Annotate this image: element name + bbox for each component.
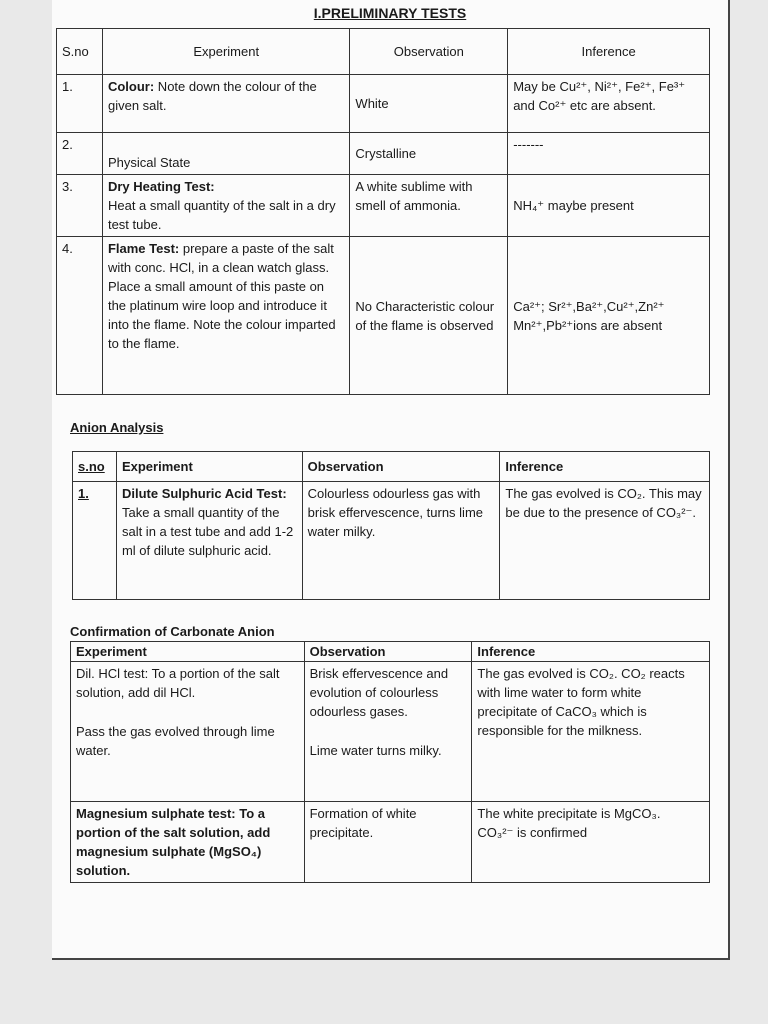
row-sno: 1.	[57, 75, 103, 133]
table-row	[57, 133, 710, 175]
row-sno: 1.	[73, 482, 117, 600]
header-inference: Inference	[500, 452, 710, 482]
row-inference: The white precipitate is MgCO₃. CO₃²⁻ is confirmed	[472, 802, 710, 883]
row-observation: Colourless odourless gas with brisk effervescence, turns lime water milky.	[302, 482, 500, 600]
header-observation: Observation	[302, 452, 500, 482]
row-experiment: Colour: Note down the colour of the given salt.	[102, 75, 349, 133]
row-experiment: Dilute Sulphuric Acid Test: Take a small quantity of the salt in a test tube and add 1-2 ml of dilute sulphuric acid.	[116, 482, 302, 600]
table-header-row	[73, 452, 710, 482]
row-inference: The gas evolved is CO₂. CO₂ reacts with lime water to form white precipitate of CaCO₃ which is responsible for the milkness.	[472, 662, 710, 802]
header-sno: s.no	[73, 452, 117, 482]
row-observation: Crystalline	[350, 133, 508, 175]
table-row	[57, 237, 710, 395]
header-experiment: Experiment	[116, 452, 302, 482]
header-experiment: Experiment	[71, 642, 305, 662]
row-observation: No Characteristic colour of the flame is observed	[350, 237, 508, 395]
row-inference: May be Cu²⁺, Ni²⁺, Fe²⁺, Fe³⁺ and Co²⁺ etc are absent.	[508, 75, 710, 133]
row-sno: 3.	[57, 175, 103, 237]
row-observation: Formation of white precipitate.	[304, 802, 472, 883]
table-row	[57, 75, 710, 133]
row-sno: 4.	[57, 237, 103, 395]
anion-analysis-table	[72, 451, 710, 600]
header-inference: Inference	[508, 29, 710, 75]
row-experiment: Flame Test: prepare a paste of the salt with conc. HCl, in a clean watch glass. Place a small amount of this paste on the platinum wire loop and introduce it into the flame. Note the colour imparted to the flame.	[102, 237, 349, 395]
header-experiment: Experiment	[102, 29, 349, 75]
table-header-row	[71, 642, 710, 662]
table-row	[57, 175, 710, 237]
table-row	[71, 802, 710, 883]
table-row	[71, 662, 710, 802]
preliminary-tests-table	[56, 28, 710, 395]
row-inference: NH₄⁺ maybe present	[508, 175, 710, 237]
header-observation: Observation	[304, 642, 472, 662]
row-observation: White	[350, 75, 508, 133]
table-row	[73, 482, 710, 600]
row-observation: A white sublime with smell of ammonia.	[350, 175, 508, 237]
header-sno: S.no	[57, 29, 103, 75]
table-header-row	[57, 29, 710, 75]
row-experiment: Physical State	[102, 133, 349, 175]
row-sno: 2.	[57, 133, 103, 175]
confirmation-heading: Confirmation of Carbonate Anion	[70, 624, 275, 639]
header-inference: Inference	[472, 642, 710, 662]
anion-analysis-heading: Anion Analysis	[70, 420, 164, 435]
header-observation: Observation	[350, 29, 508, 75]
row-inference: The gas evolved is CO₂. This may be due to the presence of CO₃²⁻.	[500, 482, 710, 600]
row-experiment: Dil. HCl test: To a portion of the salt solution, add dil HCl. Pass the gas evolved through lime water.	[71, 662, 305, 802]
carbonate-confirmation-table	[70, 641, 710, 883]
row-experiment: Dry Heating Test: Heat a small quantity of the salt in a dry test tube.	[102, 175, 349, 237]
row-inference: -------	[508, 133, 710, 175]
row-inference: Ca²⁺; Sr²⁺,Ba²⁺,Cu²⁺,Zn²⁺ Mn²⁺,Pb²⁺ions are absent	[508, 237, 710, 395]
page-title: I.PRELIMINARY TESTS	[313, 5, 467, 21]
row-experiment: Magnesium sulphate test: To a portion of the salt solution, add magnesium sulphate (MgSO₄) solution.	[71, 802, 305, 883]
row-observation: Brisk effervescence and evolution of colourless odourless gases. Lime water turns milky.	[304, 662, 472, 802]
document-page	[52, 0, 730, 960]
